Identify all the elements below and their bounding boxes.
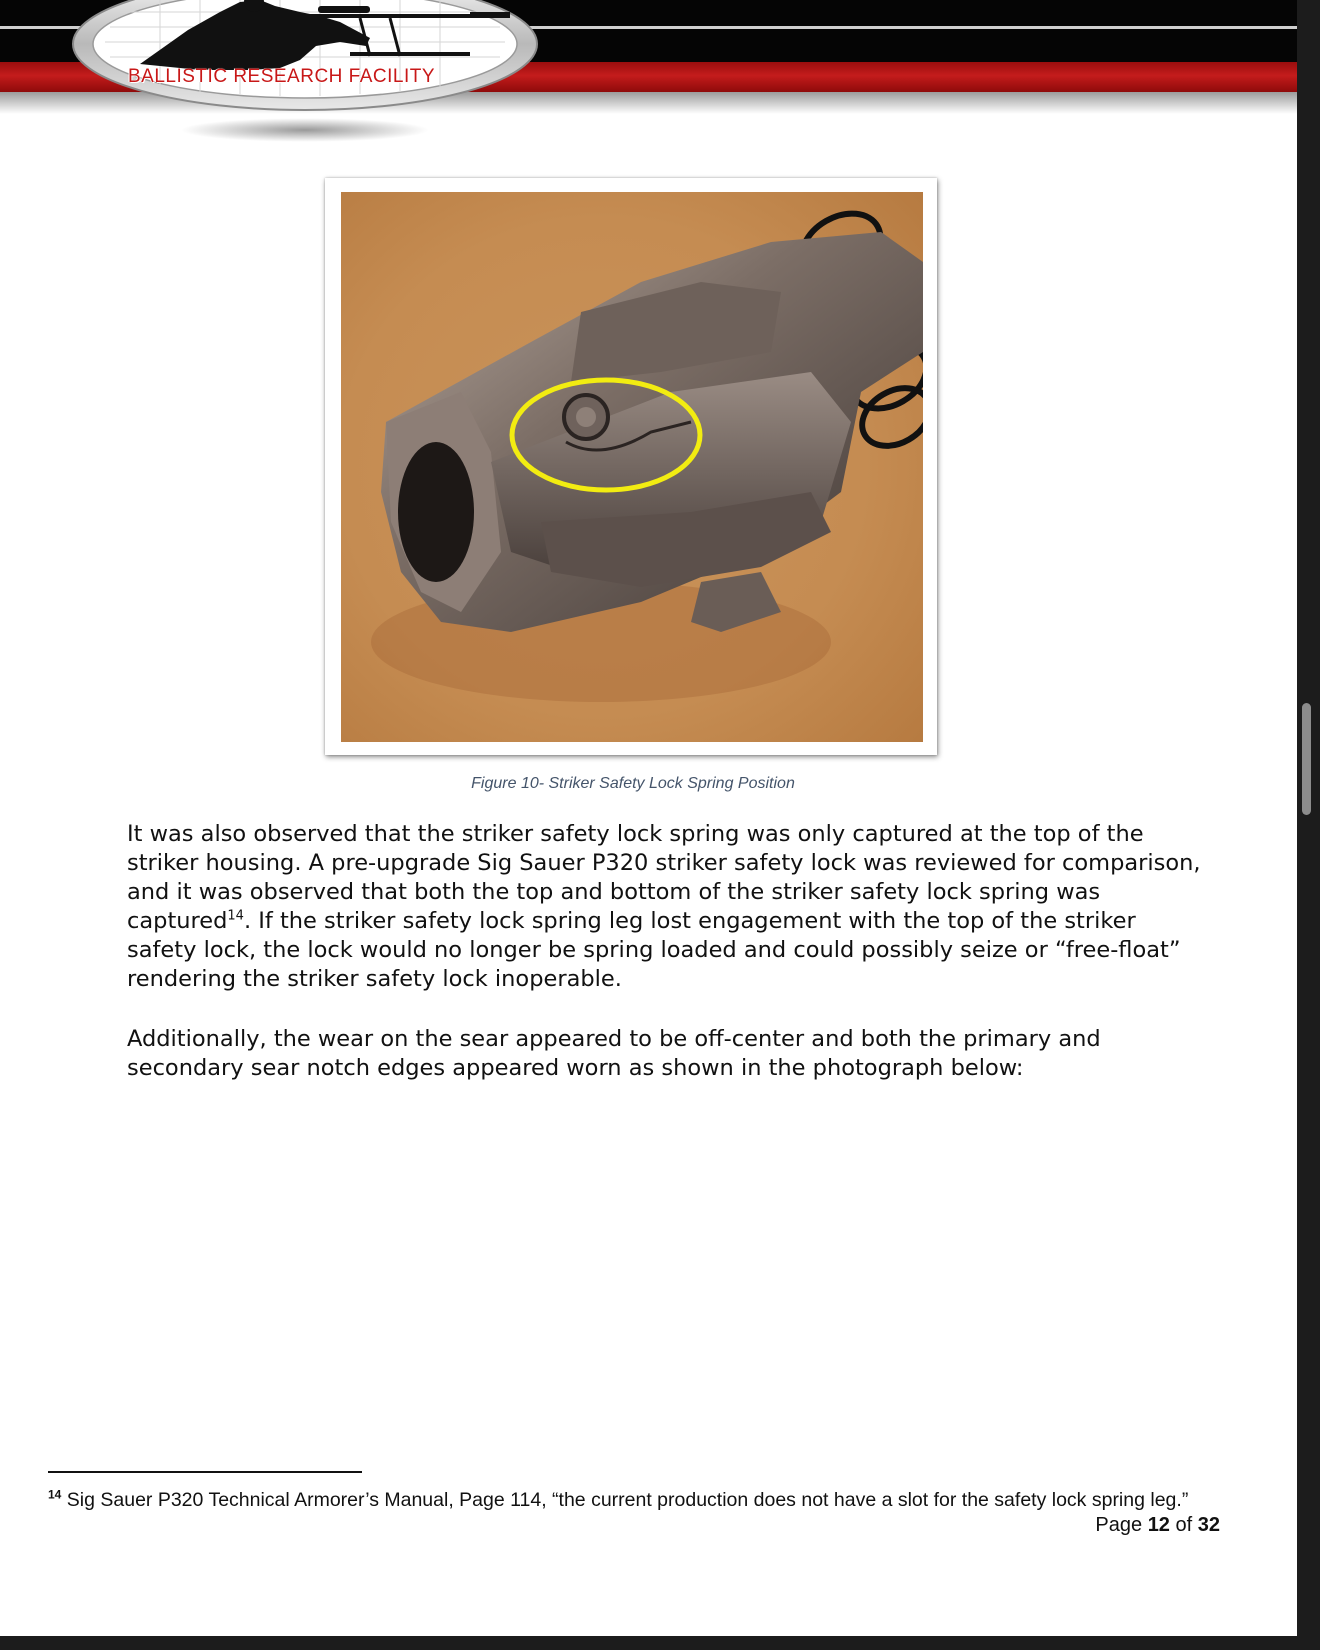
- logo-text: BALLISTIC RESEARCH FACILITY: [128, 66, 436, 87]
- footnote-reference[interactable]: 14: [227, 908, 244, 924]
- paragraph-line: secondary sear notch edges appeared worn as shown in the photograph below:: [127, 1055, 1024, 1081]
- scrollbar-thumb[interactable]: [1302, 703, 1311, 815]
- footnote-rule: [48, 1471, 362, 1473]
- facility-logo: [70, 0, 540, 112]
- paragraph-1: [127, 820, 1201, 994]
- page-number: [1095, 1514, 1220, 1537]
- paragraph-text: . If the striker safety lock spring leg lost engagement with the top of the striker: [243, 908, 1136, 934]
- paragraph-line: Additionally, the wear on the sear appeared to be off-center and both the primary and: [127, 1026, 1101, 1052]
- footnote: [48, 1489, 1188, 1512]
- page-total: 32: [1197, 1514, 1220, 1536]
- figure-caption: Figure 10- Striker Safety Lock Spring Position: [471, 775, 795, 792]
- striker-housing-photo: [341, 192, 923, 742]
- paragraph-text: captured: [127, 908, 228, 934]
- paragraph-line: [127, 907, 1201, 936]
- viewer-frame-bottom: [0, 1636, 1320, 1650]
- footnote-marker: 14: [48, 1487, 62, 1502]
- viewer-frame-right: [1297, 0, 1320, 1650]
- paragraph-line: rendering the striker safety lock inoperable.: [127, 966, 622, 992]
- paragraph-line: It was also observed that the striker safety lock spring was only captured at the top of the: [127, 821, 1144, 847]
- page-current: 12: [1147, 1514, 1170, 1536]
- paragraph-2: [127, 1025, 1101, 1083]
- page-label: Page: [1095, 1514, 1143, 1536]
- paragraph-line: safety lock, the lock would no longer be spring loaded and could possibly seize or “free-float”: [127, 937, 1181, 963]
- logo-shadow: [180, 118, 430, 142]
- paragraph-line: and it was observed that both the top and bottom of the striker safety lock spring was: [127, 879, 1101, 905]
- footnote-text: Sig Sauer P320 Technical Armorer’s Manual, Page 114, “the current production does not have a slot for the safety lock spring leg.”: [66, 1489, 1189, 1511]
- page-of: of: [1175, 1514, 1193, 1536]
- paragraph-line: striker housing. A pre-upgrade Sig Sauer P320 striker safety lock was reviewed for comparison,: [127, 850, 1201, 876]
